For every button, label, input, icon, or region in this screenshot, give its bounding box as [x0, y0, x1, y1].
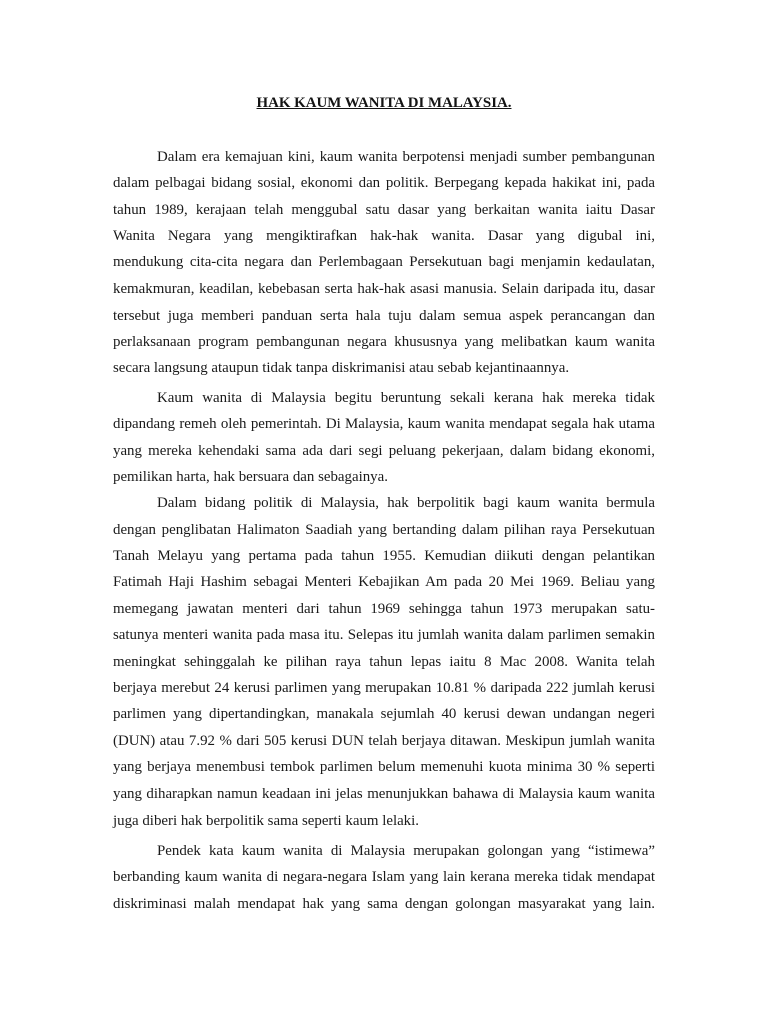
text-line: diskriminasi malah mendapat hak yang sama dengan golongan masyarakat yang lain. [113, 896, 655, 912]
text-line: yang mereka kehendaki sama ada dari segi peluang pekerjaan, dalam bidang ekonomi, [113, 443, 655, 459]
text-line: Pendek kata kaum wanita di Malaysia merupakan golongan yang “istimewa” [157, 843, 655, 859]
text-line: satunya menteri wanita pada masa itu. Selepas itu jumlah wanita dalam parlimen semakin [113, 627, 655, 643]
text-line: dipandang remeh oleh pemerintah. Di Malaysia, kaum wanita mendapat segala hak utama [113, 416, 655, 432]
text-line: juga diberi hak berpolitik sama seperti kaum lelaki. [113, 813, 419, 829]
text-line: mendukung cita-cita negara dan Perlembagaan Persekutuan bagi menjamin kedaulatan, [113, 254, 655, 270]
text-line: yang berjaya menembusi tembok parlimen belum memenuhi kuota minima 30 % seperti [113, 759, 655, 775]
text-line: Fatimah Haji Hashim sebagai Menteri Kebajikan Am pada 20 Mei 1969. Beliau yang [113, 574, 655, 590]
text-line: yang diharapkan namun keadaan ini jelas menunjukkan bahawa di Malaysia kaum wanita [113, 786, 655, 802]
text-line: tahun 1989, kerajaan telah menggubal satu dasar yang berkaitan wanita iaitu Dasar [113, 202, 655, 218]
document-title: HAK KAUM WANITA DI MALAYSIA. [256, 95, 512, 111]
text-line: Dalam era kemajuan kini, kaum wanita berpotensi menjadi sumber pembangunan [157, 149, 655, 165]
text-line: tersebut juga memberi panduan serta hala tuju dalam semua aspek perancangan dan [113, 308, 655, 324]
text-line: dalam pelbagai bidang sosial, ekonomi dan politik. Berpegang kepada hakikat ini, pada [113, 175, 655, 191]
text-line: kemakmuran, keadilan, kebebasan serta hak-hak asasi manusia. Selain daripada itu, dasar [113, 281, 655, 297]
text-line: memegang jawatan menteri dari tahun 1969 sehingga tahun 1973 merupakan satu- [113, 601, 655, 617]
text-line: berjaya merebut 24 kerusi parlimen yang merupakan 10.81 % daripada 222 jumlah kerusi [113, 680, 655, 696]
text-line: Wanita Negara yang mengiktirafkan hak-hak wanita. Dasar yang digubal ini, [113, 228, 655, 244]
text-line: meningkat sehinggalah ke pilihan raya tahun lepas iaitu 8 Mac 2008. Wanita telah [113, 654, 655, 670]
text-line: Kaum wanita di Malaysia begitu beruntung sekali kerana hak mereka tidak [157, 390, 655, 406]
text-line: Dalam bidang politik di Malaysia, hak berpolitik bagi kaum wanita bermula [157, 495, 655, 511]
text-line: pemilikan harta, hak bersuara dan sebagainya. [113, 469, 388, 485]
text-line: (DUN) atau 7.92 % dari 505 kerusi DUN telah berjaya ditawan. Meskipun jumlah wanita [113, 733, 655, 749]
text-line: berbanding kaum wanita di negara-negara Islam yang lain kerana mereka tidak mendapat [113, 869, 655, 885]
text-line: secara langsung ataupun tidak tanpa diskrimanisi atau sebab kejantinaannya. [113, 360, 570, 376]
text-line: dengan penglibatan Halimaton Saadiah yang bertanding dalam pilihan raya Persekutuan [113, 522, 655, 538]
text-line: Tanah Melayu yang pertama pada tahun 1955. Kemudian diikuti dengan pelantikan [113, 548, 655, 564]
text-line: perlaksanaan program pembangunan negara khususnya yang melibatkan kaum wanita [113, 334, 655, 350]
text-line: parlimen yang dipertandingkan, manakala sejumlah 40 kerusi dewan undangan negeri [113, 706, 655, 722]
